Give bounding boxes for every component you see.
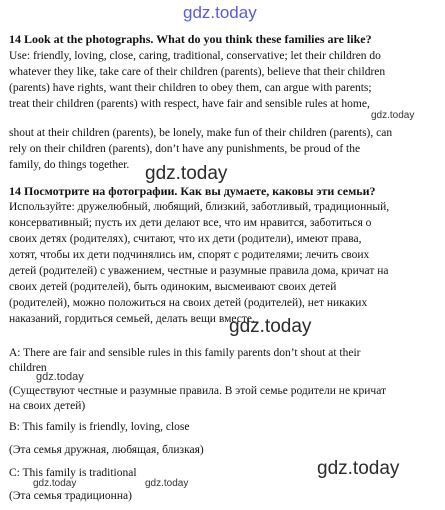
exercise-title-en: 14 Look at the photographs. What do you think these families are like? — [9, 32, 372, 46]
watermark-bottom-right: gdz.today — [317, 458, 400, 479]
watermark-small: gdz.today — [33, 478, 77, 489]
exercise-text-en-line: family, do things together. — [9, 159, 130, 171]
answer-c-ru: (Эта семья традиционна) — [9, 490, 132, 502]
exercise-text-en-line: whatever they like, take care of their children (parents), believe that their children — [9, 66, 386, 78]
answer-b-ru: (Эта семья дружная, любящая, близкая) — [9, 444, 204, 456]
watermark-small: gdz.today — [371, 110, 415, 121]
exercise-text-en-line: shout at their children (parents), be lonely, make fun of their children (parents), can — [9, 127, 393, 139]
exercise-text-ru-line: (родителей), можно положиться на своих детей (родителей), нет никаких — [9, 297, 368, 309]
exercise-text-ru-line: своих детях (родителях), считают, что их дети (родители), имеют права, — [9, 233, 362, 245]
exercise-text-en-line: rely on their children (parents), don’t have any punishments, be proud of the — [9, 143, 361, 155]
answer-a-ru-cont: на своих детей) — [9, 400, 86, 412]
exercise-text-ru-line: наказаний, гордиться семьей, делать вещи вместе. — [9, 313, 255, 325]
answer-a-en: A: There are fair and sensible rules in this family parents don’t shout at their — [9, 347, 361, 359]
exercise-text-ru-line: своих детей (родителей), быть одиноким, высмеивают своих детей — [9, 281, 337, 293]
exercise-title-ru: 14 Посмотрите на фотографии. Как вы думаете, каковы эти семьи? — [9, 184, 376, 198]
answer-c-en: C: This family is traditional — [9, 467, 137, 479]
watermark-top: gdz.today — [183, 3, 257, 22]
exercise-text-en-line: Use: friendly, loving, close, caring, traditional, conservative; let their children do — [9, 50, 381, 62]
exercise-text-ru-line: Используйте: дружелюбный, любящий, близкий, заботливый, традиционный, — [9, 201, 390, 213]
watermark-mid: gdz.today — [145, 163, 228, 184]
answer-b-en: B: This family is friendly, loving, close — [9, 421, 190, 433]
exercise-text-en-line: (parents) have rights, want their children to obey them, can argue with parents; — [9, 82, 372, 94]
answer-a-en-cont: children — [9, 362, 47, 374]
watermark-small: gdz.today — [36, 371, 84, 383]
exercise-text-ru-line: хотят, чтобы их дети подчинялись им, спорят с родителями; лечить своих — [9, 249, 370, 261]
exercise-text-ru-line: консервативный; пусть их дети делают все, что им нравится, заботиться о — [9, 217, 372, 229]
watermark-small: gdz.today — [145, 478, 189, 489]
exercise-text-en-line: treat their children (parents) with respect, have fair and sensible rules at home, — [9, 98, 370, 110]
exercise-text-ru-line: детей (родителей) с уважением, честные и разумные правила дома, кричат на — [9, 265, 389, 277]
watermark-center: gdz.today — [229, 316, 312, 337]
answer-a-ru: (Существуют честные и разумные правила. В этой семье родители не кричат — [9, 385, 387, 397]
